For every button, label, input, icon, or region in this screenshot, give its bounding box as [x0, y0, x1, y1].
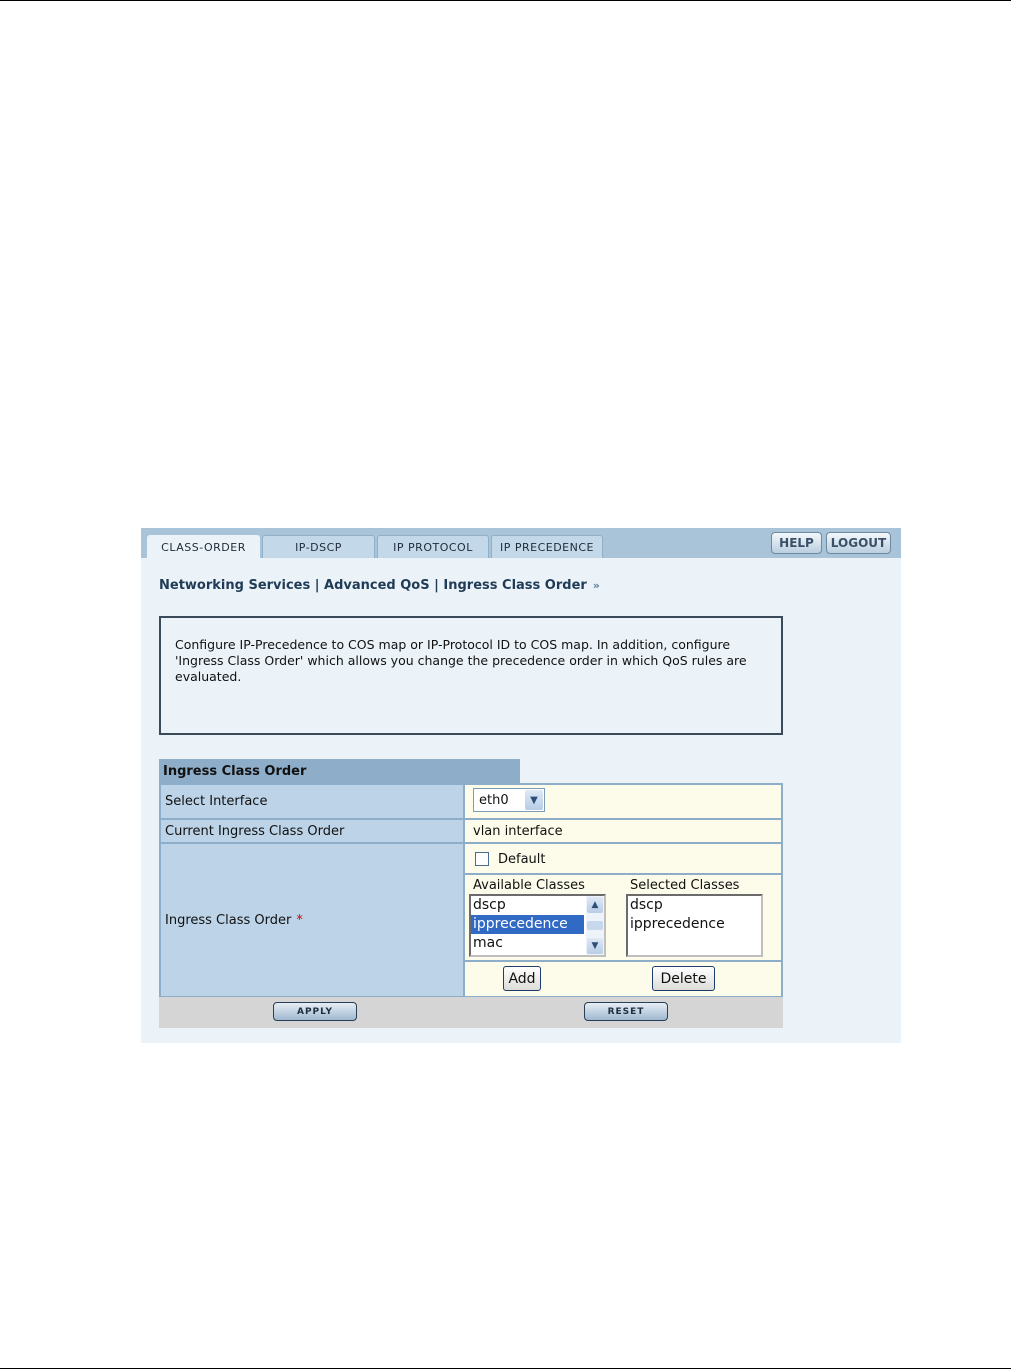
tab-bar [141, 528, 901, 558]
interface-select[interactable] [473, 788, 545, 812]
row-select-interface [161, 785, 781, 818]
list-item[interactable]: ipprecedence [630, 916, 725, 932]
list-item[interactable]: dscp [473, 897, 506, 913]
page-top-rule [0, 0, 1011, 1]
required-marker: * [296, 912, 303, 928]
scrollbar[interactable] [586, 896, 604, 955]
current-order-value: vlan interface [465, 820, 781, 842]
reset-button[interactable]: RESET [584, 1002, 668, 1021]
description-box [159, 616, 783, 735]
description-text: Configure IP-Precedence to COS map or IP-Protocol ID to COS map. In addition, configure 'Ingress Class Order' which allows you change the precedence order in which QoS rules are evaluated. [175, 637, 747, 684]
ingress-form-table [159, 783, 783, 998]
list-item[interactable]: ipprecedence [471, 915, 584, 934]
ingress-order-label-text: Ingress Class Order [165, 912, 292, 928]
tab-class-order[interactable]: CLASS-ORDER [147, 535, 260, 559]
available-classes-list[interactable] [469, 894, 606, 957]
ingress-order-cell [465, 844, 781, 996]
form-footer [159, 997, 783, 1028]
current-order-label: Current Ingress Class Order [161, 820, 463, 842]
tab-ip-protocol[interactable]: IP PROTOCOL [377, 535, 489, 558]
select-interface-label: Select Interface [161, 785, 463, 818]
list-item[interactable]: mac [473, 935, 503, 951]
double-chevron-icon: » [592, 579, 600, 592]
ingress-order-label [161, 844, 463, 996]
logout-button[interactable]: LOGOUT [826, 532, 891, 554]
selected-classes-list[interactable] [626, 894, 763, 957]
page-bottom-rule [0, 1368, 1011, 1369]
row-ingress-order [161, 844, 781, 996]
apply-button[interactable]: APPLY [273, 1002, 357, 1021]
default-label: Default [498, 852, 546, 867]
scroll-up-icon[interactable]: ▲ [587, 897, 603, 913]
select-interface-cell [465, 785, 781, 818]
scroll-thumb[interactable] [587, 921, 603, 930]
qos-panel [141, 528, 901, 1043]
list-item[interactable]: dscp [630, 897, 663, 913]
tab-ip-dscp[interactable]: IP-DSCP [262, 535, 375, 558]
row-current-order [161, 820, 781, 842]
tab-ip-precedence[interactable]: IP PRECEDENCE [491, 535, 603, 558]
scroll-down-icon[interactable]: ▼ [587, 938, 603, 954]
chevron-down-icon[interactable]: ▼ [525, 790, 543, 810]
add-button[interactable]: Add [503, 966, 541, 991]
default-checkbox[interactable] [475, 852, 489, 866]
available-classes-label: Available Classes [473, 878, 585, 893]
section-header: Ingress Class Order [159, 759, 520, 784]
class-lists-row [465, 875, 781, 960]
breadcrumb-text: Networking Services | Advanced QoS | Ingress Class Order [159, 578, 587, 593]
selected-classes-label: Selected Classes [630, 878, 740, 893]
interface-select-value: eth0 [479, 792, 509, 808]
list-buttons-row [465, 962, 781, 996]
help-button[interactable]: HELP [771, 532, 822, 554]
default-row [465, 844, 781, 873]
delete-button[interactable]: Delete [652, 966, 715, 991]
breadcrumb [159, 578, 600, 593]
